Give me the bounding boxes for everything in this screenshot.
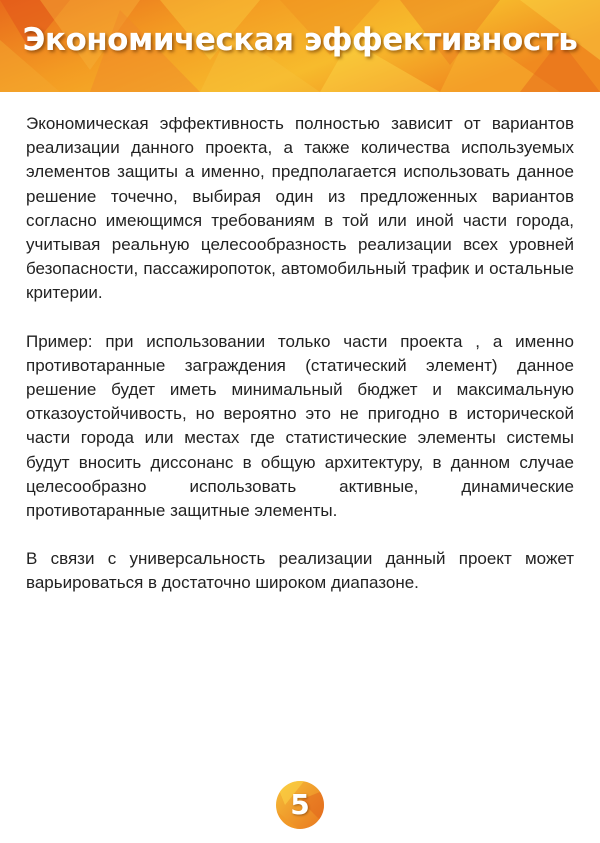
page-number: 5 [290, 788, 310, 821]
body-text [26, 112, 574, 620]
header-banner [0, 0, 600, 92]
paragraph: Экономическая эффективность полностью зависит от вариантов реализации данного проекта, а также количества используемых элементов защиты а именно, предполагается использовать данное решение точечно, выбирая один из предложенных вариантов согласно имеющимся требованиям в той или иной части города, учитывая реальную целесообразность реализации всех уровней безопасности, пассажиропоток, автомобильный трафик и остальные критерии. [26, 114, 574, 303]
page-title: Экономическая эффективность [22, 22, 578, 58]
paragraph: В связи с универсальность реализации данный проект может варьироваться в достаточно широком диапазоне. [26, 549, 574, 593]
paragraph: Пример: при использовании только части проекта , а именно противотаранные заграждения (статический элемент) данное решение будет иметь минимальный бюджет и максимальную отказоустойчивость, но вероятно это не пригодно в исторической части города или местах где статистические элементы системы будут вносить диссонанс в общую архитектуру, в данном случае целесообразно использовать активные, динамические противотаранные защитные элементы. [26, 331, 574, 521]
page-number-badge [275, 780, 325, 830]
